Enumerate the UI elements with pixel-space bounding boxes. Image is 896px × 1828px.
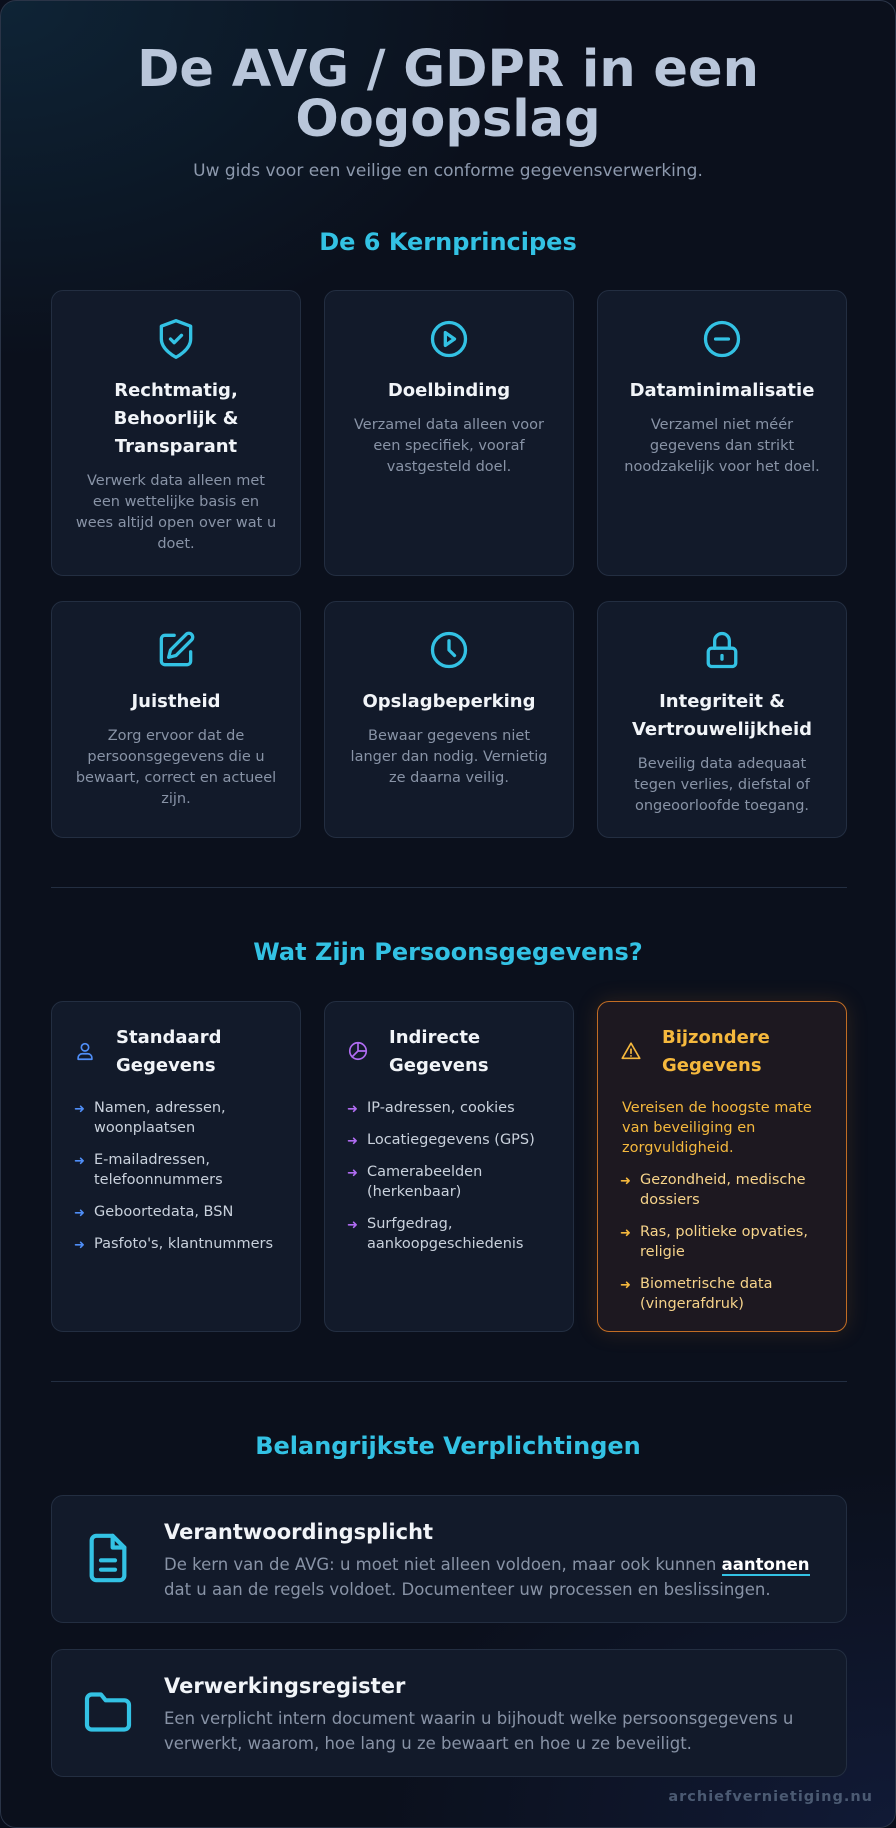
list-item: ➜ Ras, politieke opvaties, religie xyxy=(620,1224,808,1260)
register-desc: Een verplicht intern document waarin u bijhoudt welke persoonsgegevens u verwerkt, waarom, hoe lang u ze bewaart en hoe u ze beveiligt. xyxy=(164,1709,794,1753)
folder-icon xyxy=(80,1684,136,1740)
page-subtitle: Uw gids voor een veilige en conforme gegevensverwerking. xyxy=(193,161,703,181)
edit-icon xyxy=(154,628,198,672)
warning-icon xyxy=(620,1040,642,1062)
principle-title: Doelbinding xyxy=(387,380,511,401)
special-data-title: Bijzondere Gegevens xyxy=(662,1027,770,1076)
principle-desc: Bewaar gegevens niet langer dan nodig. Vernietig ze daarna veilig. xyxy=(350,728,548,786)
list-item: ➜ Locatiegegevens (GPS) xyxy=(347,1132,535,1149)
principle-card-integrity xyxy=(597,601,847,838)
principle-title: Juistheid xyxy=(131,691,221,712)
divider xyxy=(51,887,847,888)
list-item: ➜ E-mailadressen, telefoonnummers xyxy=(74,1152,223,1188)
data-types-heading: Wat Zijn Persoonsgegevens? xyxy=(253,938,643,966)
indirect-data-title: Indirecte Gegevens xyxy=(389,1027,489,1076)
accountability-card xyxy=(51,1495,847,1623)
highlight-word: aantonen xyxy=(721,1555,810,1574)
list-item: ➜ Pasfoto's, klantnummers xyxy=(74,1236,274,1253)
list-item: ➜ Gezondheid, medische dossiers xyxy=(620,1172,806,1208)
standard-data-card xyxy=(51,1001,301,1332)
accountability-desc: De kern van de AVG: u moet niet alleen voldoen, maar ook kunnen aantonen dat u aan de regels voldoet. Documenteer uw processen en beslissingen. xyxy=(164,1555,810,1599)
principle-desc: Verzamel data alleen voor een specifiek, vooraf vastgesteld doel. xyxy=(354,417,544,475)
principle-desc: Verzamel niet méér gegevens dan strikt noodzakelijk voor het doel. xyxy=(624,417,820,475)
play-circle-icon xyxy=(427,317,471,361)
principle-title: Dataminimalisatie xyxy=(629,380,815,401)
principle-desc: Beveilig data adequaat tegen verlies, diefstal of ongeoorloofde toegang. xyxy=(634,756,810,814)
accountability-title: Verantwoordingsplicht xyxy=(164,1520,434,1544)
principles-heading: De 6 Kernprincipes xyxy=(319,228,577,256)
divider xyxy=(51,1381,847,1382)
minus-circle-icon xyxy=(700,317,744,361)
pie-chart-icon xyxy=(347,1040,369,1062)
principle-card-purpose xyxy=(324,290,574,576)
shield-check-icon xyxy=(154,317,198,361)
lock-icon xyxy=(700,628,744,672)
principle-card-storage xyxy=(324,601,574,838)
user-icon xyxy=(74,1040,96,1062)
special-data-intro: Vereisen de hoogste mate van beveiliging en zorgvuldigheid. xyxy=(622,1100,812,1156)
list-item: ➜ Surfgedrag, aankoopgeschiedenis xyxy=(347,1216,524,1252)
page-title: De AVG / GDPR in een Oogopslag xyxy=(137,40,759,149)
standard-data-title: Standaard Gegevens xyxy=(116,1027,222,1076)
indirect-data-card xyxy=(324,1001,574,1332)
list-item: ➜ Geboortedata, BSN xyxy=(74,1204,234,1221)
principle-title: Integriteit & Vertrouwelijkheid xyxy=(631,691,813,740)
special-data-card xyxy=(597,1001,847,1332)
obligations-heading: Belangrijkste Verplichtingen xyxy=(255,1432,641,1460)
list-item: ➜ Namen, adressen, woonplaatsen xyxy=(74,1100,226,1136)
footer-brand: archiefvernietiging.nu xyxy=(668,1789,873,1805)
principle-title: Rechtmatig, Behoorlijk & Transparant xyxy=(113,380,239,457)
list-item: ➜ IP-adressen, cookies xyxy=(347,1100,515,1117)
register-card xyxy=(51,1649,847,1777)
principle-card-lawful xyxy=(51,290,301,576)
list-item: ➜ Biometrische data (vingerafdruk) xyxy=(620,1276,773,1312)
list-item: ➜ Camerabeelden (herkenbaar) xyxy=(347,1164,483,1200)
principle-desc: Zorg ervoor dat de persoonsgegevens die u bewaart, correct en actueel zijn. xyxy=(75,728,277,807)
register-title: Verwerkingsregister xyxy=(164,1674,406,1698)
principle-card-accuracy xyxy=(51,601,301,838)
clock-icon xyxy=(427,628,471,672)
document-icon xyxy=(80,1530,136,1586)
principle-desc: Verwerk data alleen met een wettelijke basis en wees altijd open over wat u doet. xyxy=(75,473,277,552)
principle-title: Opslagbeperking xyxy=(362,691,536,712)
principle-card-minimisation xyxy=(597,290,847,576)
